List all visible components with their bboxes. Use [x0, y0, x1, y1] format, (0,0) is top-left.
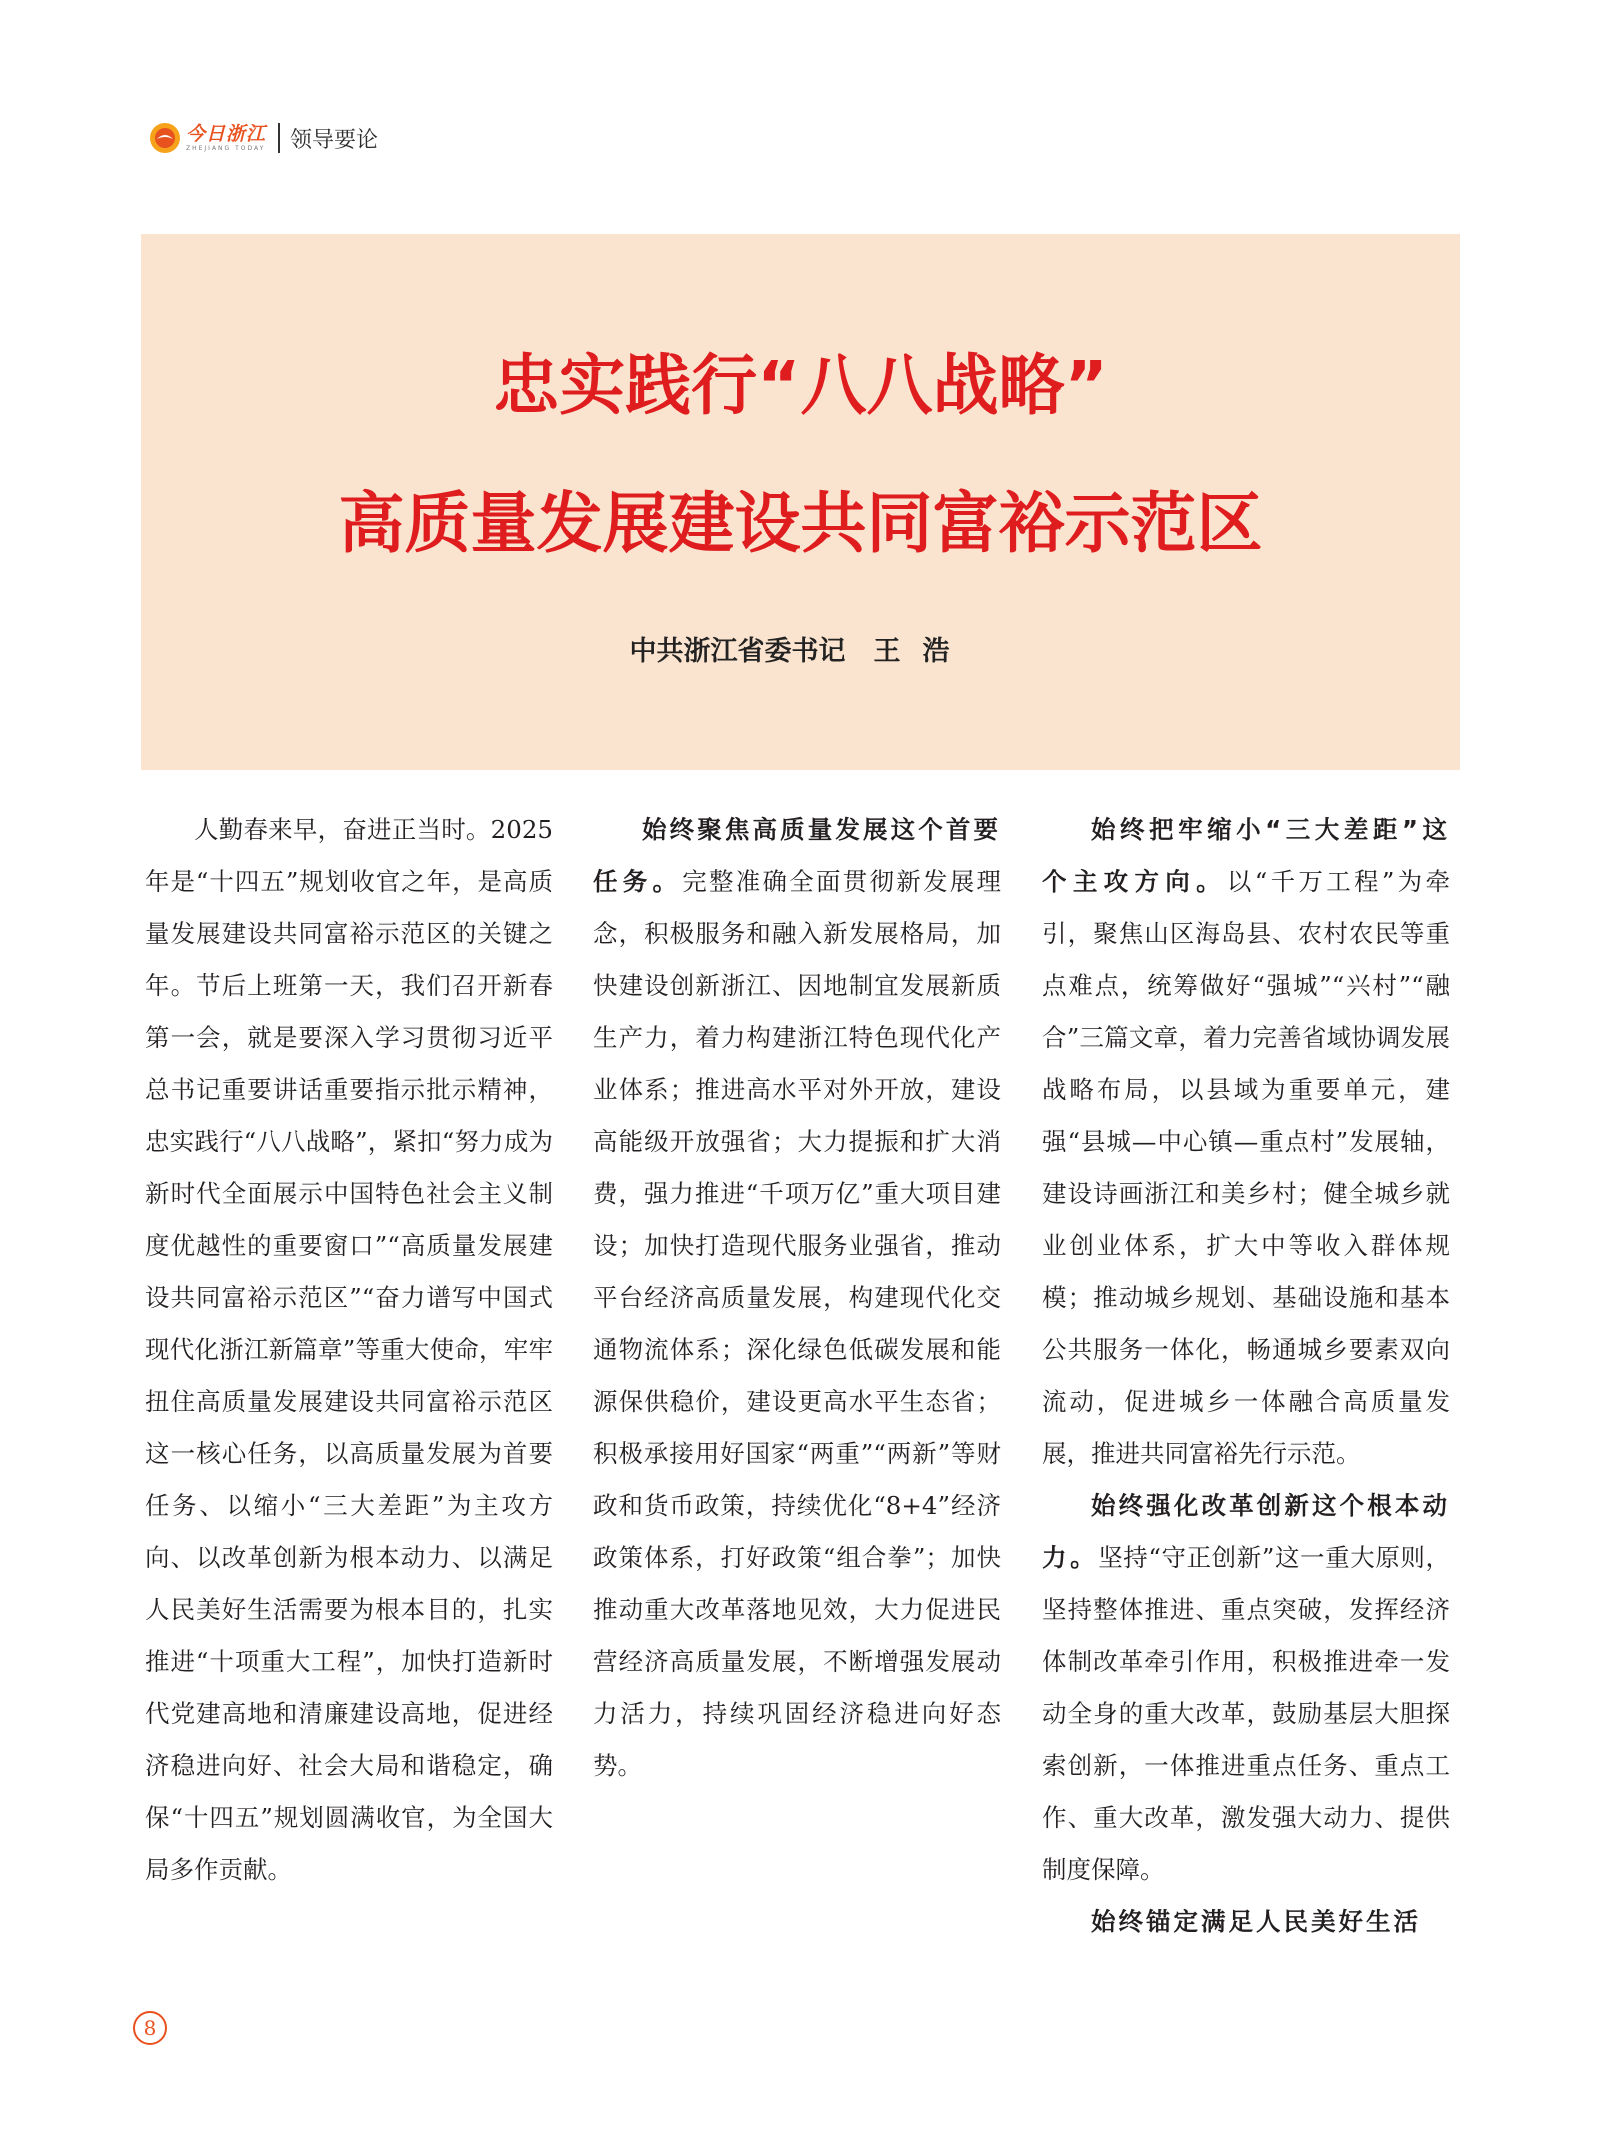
paragraph-better-life	[1042, 1896, 1450, 1948]
article-title-line1: 忠实践行“八八战略”	[493, 347, 1108, 424]
title-panel	[141, 234, 1460, 770]
paragraph-lead: 始终强化改革创新这个根本动力。	[1042, 1491, 1450, 1572]
byline	[141, 632, 1460, 672]
column-3	[1042, 804, 1450, 1948]
paragraph-three-gaps	[1042, 804, 1450, 1480]
author-title: 中共浙江省委书记	[629, 636, 846, 667]
column-2	[593, 804, 1001, 1792]
author-name: 王浩	[873, 636, 972, 667]
paragraph-quality-development	[593, 804, 1001, 1792]
page-number: 8	[133, 2011, 167, 2045]
paragraph-lead: 始终把牢缩小“三大差距”这个主攻方向。	[1042, 815, 1450, 896]
magazine-logo[interactable]	[148, 121, 266, 155]
paragraph-reform-innovation	[1042, 1480, 1450, 1896]
logo-subtext: ZHEJIANG TODAY	[186, 144, 266, 152]
paragraph-text: 完整准确全面贯彻新发展理念，积极服务和融入新发展格局，加快建设创新浙江、因地制宜发展新质生产力，着力构建浙江特色现代化产业体系；推进高水平对外开放，建设高能级开放强省；大力提振和扩大消费，强力推进“千项万亿”重大项目建设；加快打造现代服务业强省，推动平台经济高质量发展，构建现代化交通物流体系；深化绿色低碳发展和能源保供稳价，建设更高水平生态省；积极承接用好国家“两重”“两新”等财政和货币政策，持续优化“8+4”经济政策体系，打好政策“组合拳”；加快推动重大改革落地见效，大力促进民营经济高质量发展，不断增强发展动力活力，持续巩固经济稳进向好态势。	[593, 867, 1001, 1780]
paragraph-text: 坚持“守正创新”这一重大原则，坚持整体推进、重点突破，发挥经济体制改革牵引作用，积极推进牵一发动全身的重大改革，鼓励基层大胆探索创新，一体推进重点任务、重点工作、重大改革，激发强大动力、提供制度保障。	[1042, 1543, 1450, 1884]
masthead	[148, 118, 378, 158]
logo-text: 今日浙江	[186, 122, 267, 145]
article-title-line2: 高质量发展建设共同富裕示范区	[338, 485, 1263, 562]
paragraph-lead: 始终聚焦高质量发展这个首要任务。	[593, 815, 1001, 896]
paragraph-lead: 始终锚定满足人民美好生活	[1091, 1907, 1421, 1936]
column-1	[145, 804, 553, 1896]
section-label: 领导要论	[290, 127, 379, 153]
paragraph-text: 以“千万工程”为牵引，聚焦山区海岛县、农村农民等重点难点，统筹做好“强城”“兴村”“融合”三篇文章，着力完善省域协调发展战略布局，以县域为重要单元，建强“县城—中心镇—重点村”发展轴，建设诗画浙江和美乡村；健全城乡就业创业体系，扩大中等收入群体规模；推动城乡规划、基础设施和基本公共服务一体化，畅通城乡要素双向流动，促进城乡一体融合高质量发展，推进共同富裕先行示范。	[1042, 867, 1450, 1468]
header-divider	[278, 123, 280, 153]
paragraph-intro: 人勤春来早，奋进正当时。2025年是“十四五”规划收官之年，是高质量发展建设共同富裕示范区的关键之年。节后上班第一天，我们召开新春第一会，就是要深入学习贯彻习近平总书记重要讲话重要指示批示精神，忠实践行“八八战略”，紧扣“努力成为新时代全面展示中国特色社会主义制度优越性的重要窗口”“高质量发展建设共同富裕示范区”“奋力谱写中国式现代化浙江新篇章”等重大使命，牢牢扭住高质量发展建设共同富裕示范区这一核心任务，以高质量发展为首要任务、以缩小“三大差距”为主攻方向、以改革创新为根本动力、以满足人民美好生活需要为根本目的，扎实推进“十项重大工程”，加快打造新时代党建高地和清廉建设高地，促进经济稳进向好、社会大局和谐稳定，确保“十四五”规划圆满收官，为全国大局多作贡献。	[145, 815, 553, 1884]
sun-logo-icon	[148, 121, 182, 155]
